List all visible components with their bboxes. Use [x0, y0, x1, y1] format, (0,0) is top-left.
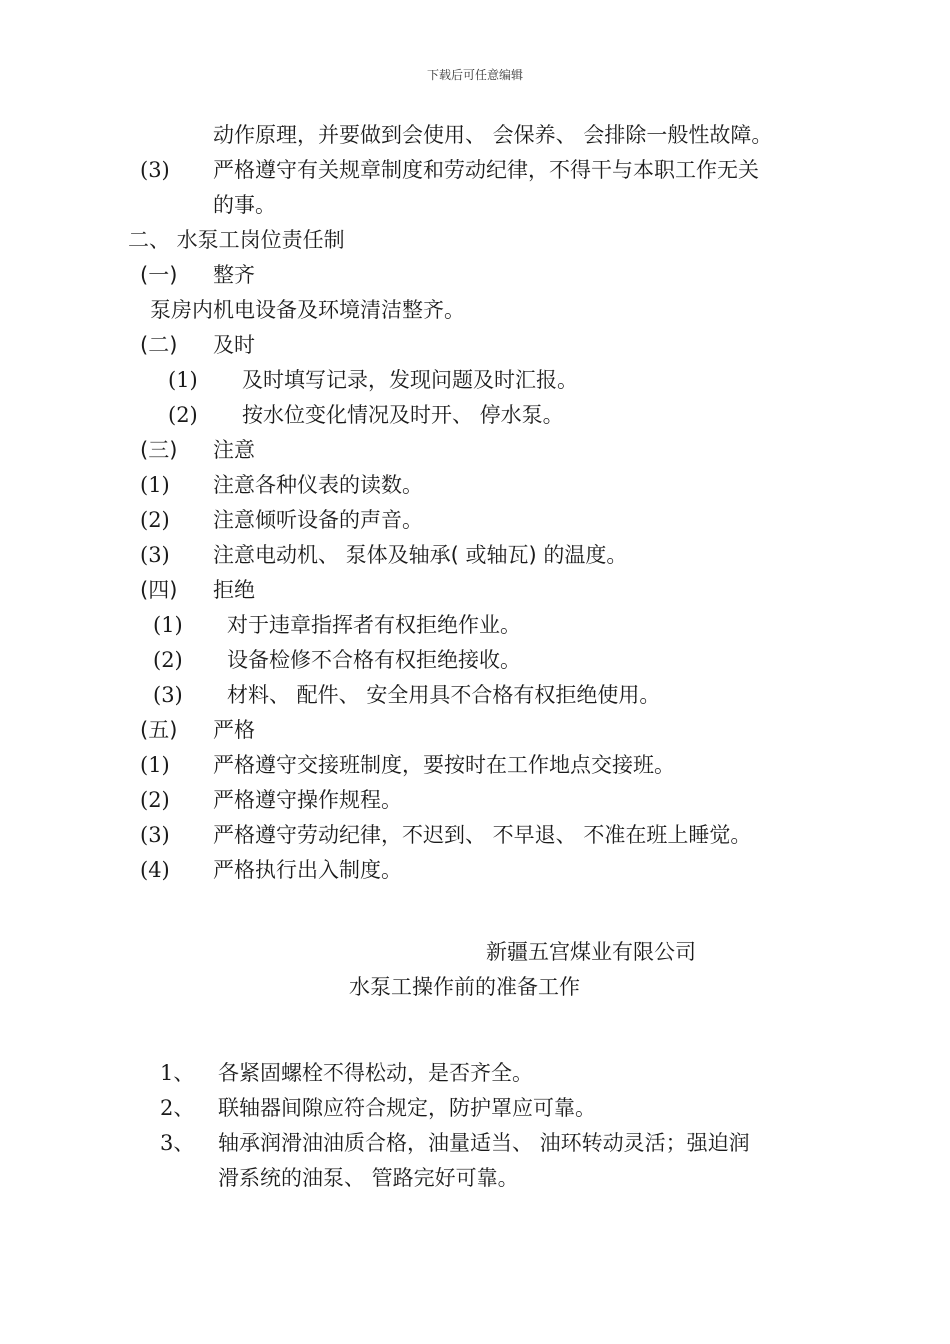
- prep-item-number: 1、: [160, 1061, 195, 1085]
- subsection-title: 严格: [213, 718, 255, 742]
- page-header: 下载后可任意编辑: [426, 68, 523, 82]
- item-text: 注意倾听设备的声音。: [213, 508, 423, 532]
- item-text: 设备检修不合格有权拒绝接收。: [227, 648, 521, 672]
- subsection-label: (五): [140, 718, 178, 742]
- subsection-title: 注意: [213, 438, 255, 462]
- item-number: (3): [140, 823, 170, 847]
- item-number: (2): [168, 403, 198, 427]
- item-number: (3): [153, 683, 183, 707]
- item-text: 严格遵守交接班制度，要按时在工作地点交接班。: [213, 753, 675, 777]
- item-text-continued: 的事。: [213, 193, 276, 217]
- item-text: 严格遵守有关规章制度和劳动纪律，不得干与本职工作无关: [213, 158, 759, 182]
- subsection-label: (一): [140, 263, 178, 287]
- item-text: 严格遵守操作规程。: [213, 788, 402, 812]
- text-line: 动作原理，并要做到会使用、 会保养、 会排除一般性故障。: [213, 123, 773, 147]
- subsection-label: (二): [140, 333, 178, 357]
- item-number: (3): [140, 543, 170, 567]
- section-heading: 二、 水泵工岗位责任制: [128, 228, 345, 252]
- subsection-label: (三): [140, 438, 178, 462]
- item-number: (1): [153, 613, 183, 637]
- item-number: (3): [140, 158, 170, 182]
- item-number: (1): [168, 368, 198, 392]
- item-text: 严格遵守劳动纪律，不迟到、 不早退、 不准在班上睡觉。: [213, 823, 752, 847]
- item-text: 注意电动机、 泵体及轴承( 或轴瓦) 的温度。: [213, 543, 628, 567]
- subsection-title: 拒绝: [213, 578, 255, 602]
- subsection-label: (四): [140, 578, 178, 602]
- item-text: 严格执行出入制度。: [213, 858, 402, 882]
- item-text: 材料、 配件、 安全用具不合格有权拒绝使用。: [227, 683, 661, 707]
- subsection-title: 及时: [213, 333, 255, 357]
- item-number: (2): [153, 648, 183, 672]
- item-number: (2): [140, 508, 170, 532]
- document-title: 水泵工操作前的准备工作: [349, 975, 580, 999]
- item-number: (1): [140, 753, 170, 777]
- prep-item-text-continued: 滑系统的油泵、 管路完好可靠。: [218, 1166, 519, 1190]
- prep-item-text: 联轴器间隙应符合规定，防护罩应可靠。: [218, 1096, 596, 1120]
- subsection-title: 整齐: [213, 263, 255, 287]
- item-number: (1): [140, 473, 170, 497]
- prep-item-number: 3、: [160, 1131, 195, 1155]
- item-number: (2): [140, 788, 170, 812]
- company-name: 新疆五宫煤业有限公司: [486, 940, 696, 964]
- item-text: 及时填写记录，发现问题及时汇报。: [242, 368, 578, 392]
- subsection-body: 泵房内机电设备及环境清洁整齐。: [150, 298, 465, 322]
- prep-item-text: 各紧固螺栓不得松动，是否齐全。: [218, 1061, 533, 1085]
- item-text: 注意各种仪表的读数。: [213, 473, 423, 497]
- item-text: 按水位变化情况及时开、 停水泵。: [242, 403, 564, 427]
- item-text: 对于违章指挥者有权拒绝作业。: [227, 613, 521, 637]
- prep-item-text: 轴承润滑油油质合格，油量适当、 油环转动灵活；强迫润: [218, 1131, 750, 1155]
- item-number: (4): [140, 858, 170, 882]
- prep-item-number: 2、: [160, 1096, 195, 1120]
